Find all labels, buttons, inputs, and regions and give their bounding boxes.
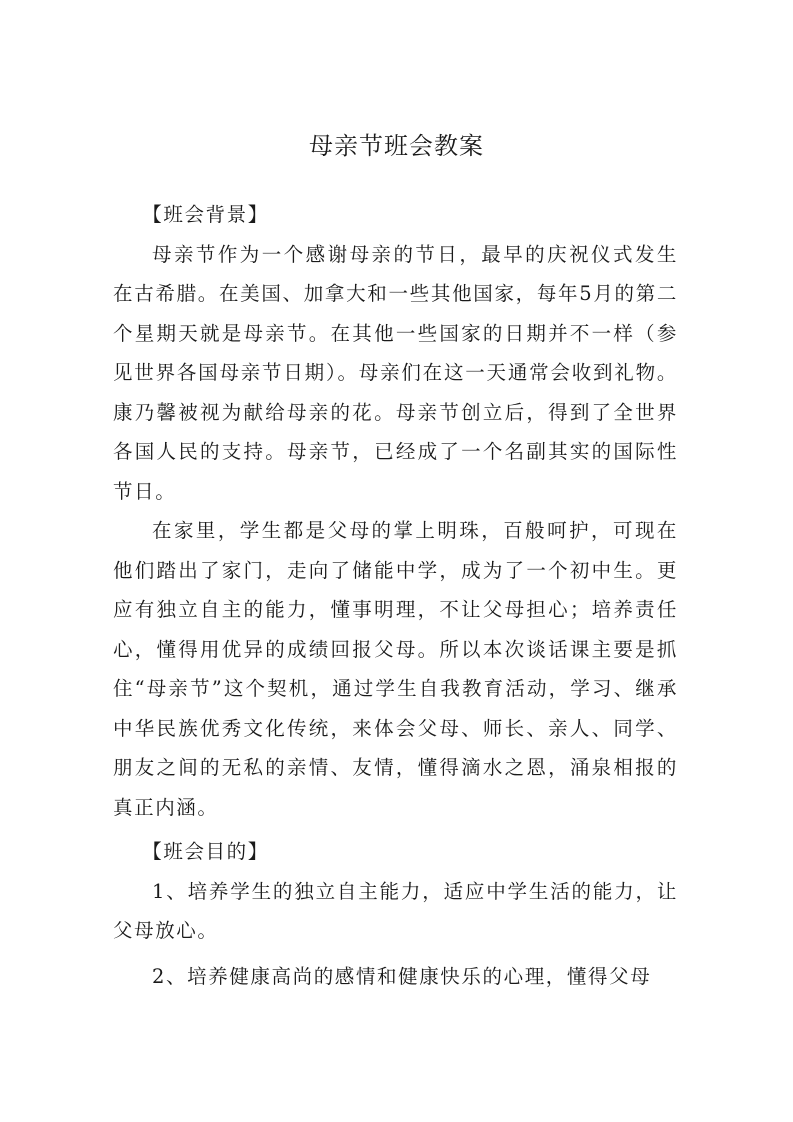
background-paragraph-2: 在家里，学生都是父母的掌上明珠，百般呵护，可现在他们踏出了家门，走向了储能中学，成为了一个初中生。更应有独立自主的能力，懂事明理，不让父母担心；培养责任心，懂得用优异的成绩回报父母。所以本次谈话课主要是抓住“母亲节”这个契机，通过学生自我教育活动，学习、继承中华民族优秀文化传统，来体会父母、师长、亲人、同学、朋友之间的无私的亲情、友情，懂得滴水之恩，涌泉相报的真正内涵。 — [113, 519, 678, 819]
document-body — [113, 195, 678, 996]
section-heading-goals: 【班会目的】 — [142, 840, 269, 863]
document-title: 母亲节班会教案 — [309, 132, 484, 160]
section-heading-background: 【班会背景】 — [142, 203, 269, 226]
background-paragraph-1: 母亲节作为一个感谢母亲的节日，最早的庆祝仪式发生在古希腊。在美国、加拿大和一些其他国家，每年5月的第二个星期天就是母亲节。在其他一些国家的日期并不一样（参见世界各国母亲节日期）。母亲们在这一天通常会收到礼物。康乃馨被视为献给母亲的花。母亲节创立后，得到了全世界各国人民的支持。母亲节，已经成了一个名副其实的国际性节日。 — [113, 242, 678, 503]
goal-item-1: 1、培养学生的独立自主能力，适应中学生活的能力，让父母放心。 — [113, 879, 678, 942]
goal-item-2: 2、培养健康高尚的感情和健康快乐的心理，懂得父母 — [152, 964, 652, 988]
